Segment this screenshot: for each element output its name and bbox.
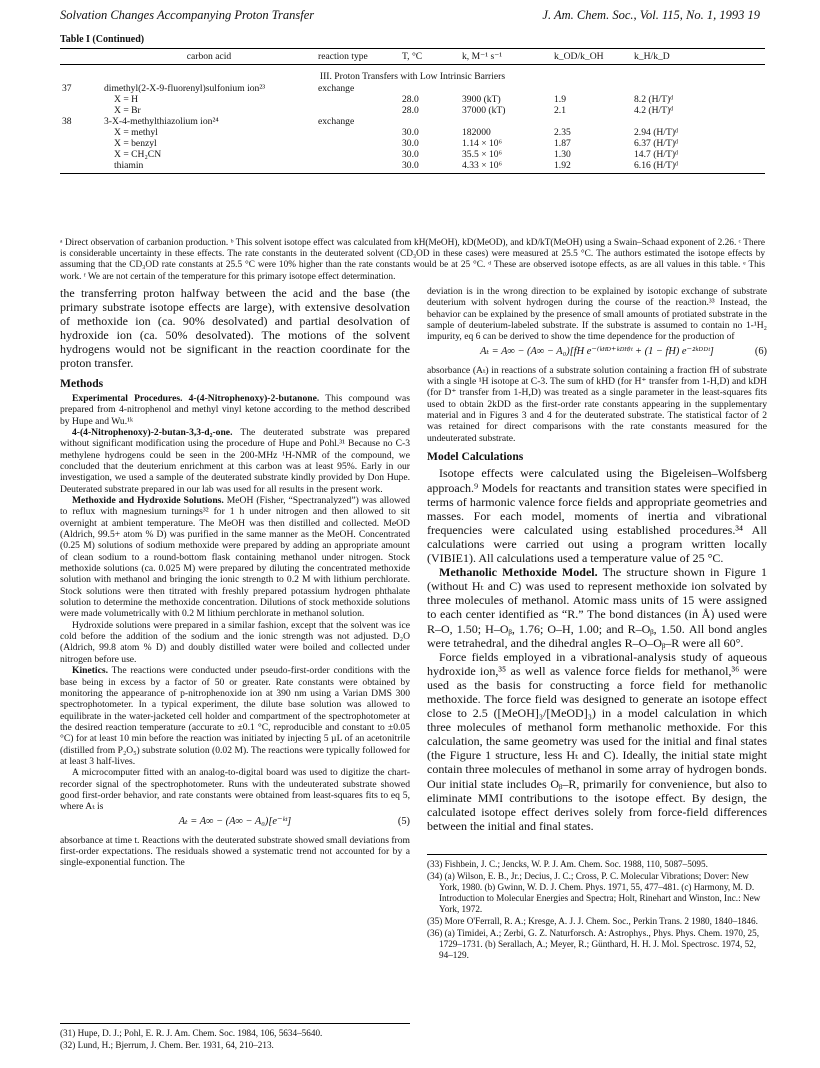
paragraph <box>60 427 410 495</box>
table-cell-kh: 6.37 (H/T)ᵈ <box>634 138 679 149</box>
table-cell-t <box>400 83 460 94</box>
table-cell-acid: X = H <box>114 94 139 105</box>
table-cell-type <box>316 127 400 138</box>
left-column <box>60 286 410 869</box>
table-cell-type <box>316 160 400 174</box>
reference-33: (33) Fishbein, J. C.; Jencks, W. P. J. Am. Chem. Soc. 1988, 110, 5087–5095. <box>427 859 708 869</box>
table-cell-t: 28.0 <box>402 94 419 105</box>
table-row <box>60 138 765 149</box>
equation-6 <box>427 346 767 362</box>
table-cell-k <box>460 83 552 94</box>
subheading: Kinetics. <box>72 665 108 677</box>
table-cell-kh: 14.7 (H/T)ᵈ <box>634 149 679 160</box>
table-cell-acid: X = benzyl <box>114 138 157 149</box>
table-row <box>60 116 765 127</box>
table-cell-ratio: 2.35 <box>554 127 571 138</box>
reference-32: (32) Lund, H.; Bjerrum, J. Chem. Ber. 1931, 64, 210–213. <box>60 1040 274 1050</box>
table-cell-ratio: 1.9 <box>554 94 566 105</box>
table-cell-ratio: 1.87 <box>554 138 571 149</box>
table-cell-k: 35.5 × 10⁶ <box>462 149 502 160</box>
table-cell-t: 30.0 <box>402 127 419 138</box>
table-row <box>60 105 765 116</box>
table-cell-kh: 4.2 (H/T)ᵈ <box>634 105 674 116</box>
paragraph-text: This compound was prepared from 4-nitrophenol and methyl vinyl ketone according to the method described by Hupe and Wu.¹ᵏ <box>60 392 410 427</box>
model-calculations-heading: Model Calculations <box>427 450 524 464</box>
paragraph: deviation is in the wrong direction to be explained by isotopic exchange of substrate deuterium with solvent hydrogen during the course of the reaction.³³ Instead, the behavior can be explained by the presence of small amounts of protiated substrate in the sample of deuterium-labeled substrate. If the substrate is assumed to contain no 1-¹H₂ impurity, eq 6 can be derived to show the time dependence for the production of <box>427 286 767 343</box>
table-cell-t: 28.0 <box>402 105 419 116</box>
table-cell-k: 1.14 × 10⁶ <box>462 138 502 149</box>
table-cell-kh: 8.2 (H/T)ᵈ <box>634 94 674 105</box>
table-cell-type: exchange <box>318 83 355 94</box>
table-row <box>60 127 765 138</box>
paragraph <box>60 393 410 427</box>
table-cell-ratio <box>552 83 632 94</box>
paragraph-text: MeOH (Fisher, “Spectranalyzed”) was allowed to reflux with magnesium turnings³² for 1 h under nitrogen and then allowed to sit overnight at ambient temperature. The MeOH was then distilled and collected. MeOD (Aldrich, 99.5+ atom % D) was purified in the same manner as the MeOH. Concentrated (0.25 M) solutions of sodium methoxide were prepared by adding an appropriate amount of clean sodium to a round-bottom flask containing methanol under nitrogen. Stock methoxide solutions (ca. 0.025 M) were prepared by diluting the concentrated methoxide solution with methanol and bringing the ionic strength to 0.2 M with lithium perchlorate. Stock solutions were then titrated with freshly prepared potassium hydrogen phthalate solution to determine the methoxide concentration. Dilutions of stock methoxide solutions were made volumetrically with 0.2 M lithium perchlorate in methanol solution. <box>60 495 410 620</box>
paragraph: Force fields employed in a vibrational-analysis study of aqueous hydroxide ion,³⁵ as well as valence force fields for methanol,³⁶ were used as the basis for constructing a force field for methanolic methoxide. The force field was designed to generate an isotope effect close to 2.5 ([MeOH]₃/[MeOD]₃) in a model calculation in which three molecules of methanol form methanolic methoxide. For this calculation, the same geometry was used for the initial and final states (the Figure 1 structure, less Hₜ and C). Ideally, the initial state might contain three molecules of methanol in some array of hydrogen bonds. Our initial state includes Oᵦ–R, primarily for convenience, but also to eliminate MMI contributions to the isotope effect. By design, the calculated isotope effect derives solely from force-field differences between the initial and final states. <box>427 649 767 833</box>
running-header <box>60 8 760 26</box>
table-cell-no <box>60 138 102 149</box>
col-kh-kd: k_H/k_D <box>632 49 765 65</box>
paragraph: Hydroxide solutions were prepared in a similar fashion, except that the solvent was ice cold before the addition of the sodium and the ionic strength was not adjusted. D₂O (Aldrich, 99.8 atom % D) and doubly distilled water were boiled and collected under nitrogen before use. <box>60 619 410 665</box>
table-cell-type <box>316 149 400 160</box>
methods-heading: Methods <box>60 376 104 390</box>
paragraph <box>60 665 410 767</box>
table-cell-type: exchange <box>318 116 355 127</box>
col-carbon-acid: carbon acid <box>102 49 316 65</box>
table-cell-k: 182000 <box>462 127 491 138</box>
table-cell-k <box>460 116 552 127</box>
col-kod-koh: k_OD/k_OH <box>552 49 632 65</box>
reference-31: (31) Hupe, D. J.; Pohl, E. R. J. Am. Chem. Soc. 1984, 106, 5634–5640. <box>60 1028 323 1038</box>
table-section-row <box>60 65 765 84</box>
table-row <box>60 149 765 160</box>
table-cell-t: 30.0 <box>402 149 419 160</box>
subheading: 4-(4-Nitrophenoxy)-2-butan-3,3-d₂-one. <box>72 426 233 438</box>
reference-35: (35) More O'Ferrall, R. A.; Kresge, A. J. J. Chem. Soc., Perkin Trans. 2 1980, 1840–1846. <box>427 916 758 926</box>
reference-34: (34) (a) Wilson, E. B., Jr.; Decius, J. C.; Cross, P. C. Molecular Vibrations; Dover: New York, 1980. (b) Gwinn, W. D. J. Chem. Phys. 1971, 55, 477–481. (c) Harmony, M. D. Introduction to Molecular Energies and Spectra; Holt, Rinehart and Winston, Inc.: New York, 1972. <box>427 871 761 914</box>
table-cell-acid: X = methyl <box>114 127 158 138</box>
table-cell-type <box>316 94 400 105</box>
table-cell-t: 30.0 <box>400 160 460 174</box>
table-cell-no <box>60 127 102 138</box>
table-row <box>60 83 765 94</box>
col-no <box>60 49 102 65</box>
table-cell-kh: 6.16 (H/T)ᵈ <box>632 160 765 174</box>
table-cell-no <box>60 149 102 160</box>
left-references <box>60 1023 410 1052</box>
table-cell-ratio: 1.92 <box>552 160 632 174</box>
paragraph: absorbance at time t. Reactions with the deuterated substrate showed small deviations from first-order expectations. The residuals showed a systematic trend not accounted for by a single-exponential function. The <box>60 834 410 869</box>
table-cell-no <box>60 105 102 116</box>
table-cell-kh: 2.94 (H/T)ᵈ <box>634 127 679 138</box>
table-cell-acid: dimethyl(2-X-9-fluorenyl)sulfonium ion²³ <box>104 83 266 94</box>
journal-citation: J. Am. Chem. Soc., Vol. 115, No. 1, 1993 19 <box>542 8 760 22</box>
reference-36: (36) (a) Timidei, A.; Zerbi, G. Z. Naturforsch. A: Astrophys., Phys. Phys. Chem. 1970, 25, 1729–1731. (b) Serallach, A.; Meyer, R.; Günthard, H. H. J. Mol. Spectrosc. 1974, 52, 94–129. <box>427 928 760 960</box>
table-cell-no <box>60 94 102 105</box>
table-footnotes: ᵃ Direct observation of carbanion production. ᵇ This solvent isotope effect was calculated from kH(MeOH), kD(MeOD), and kD/kT(MeOH) using a Swain–Schaad exponent of 2.26. ᶜ There is considerable uncertainty in these effects. The rate constants in the deuterated solvent (CD₃OD in these cases) were measured at 25.5 °C. The authors estimated the isotope effects by assuming that the CD₃OD rate constants at 25.5 °C were 10% higher than the rate constants would be at 25 °C. ᵈ These are observed isotope effects, as are all values in this table. ᵉ This work. ᶠ We are not certain of the temperature for this primary isotope effect determination. <box>60 238 765 282</box>
equation-5 <box>60 816 410 832</box>
table-cell-t <box>400 116 460 127</box>
intro-paragraph: the transferring proton halfway between the acid and the base (the primary substrate isotope effects are large), with extensive desolvation of methoxide ion (ca. 90% desolvated) and partial desolvation of hydroxide ion (ca. 50% desolvated). The motions of the solvent hydrogens would not be significant in the reaction coordinate for the proton transfer. <box>60 286 410 371</box>
table-cell-acid: thiamin <box>102 160 316 174</box>
table-cell-t: 30.0 <box>402 138 419 149</box>
subheading: Methoxide and Hydroxide Solutions. <box>72 495 224 506</box>
table-cell-acid: X = CH₂CN <box>114 149 162 160</box>
table-cell-ratio: 1.30 <box>554 149 571 160</box>
table-cell-no: 37 <box>62 83 72 94</box>
table-row <box>60 94 765 105</box>
right-references <box>427 854 767 962</box>
table-cell-k: 37000 (kT) <box>462 105 506 116</box>
subheading: Experimental Procedures. 4-(4-Nitrophenoxy)-2-butanone. <box>72 392 320 404</box>
table-cell-no: 38 <box>62 116 72 127</box>
table-cell-acid: 3-X-4-methylthiazolium ion²⁴ <box>104 116 219 127</box>
table-header-row <box>60 49 765 65</box>
table-cell-acid: X = Br <box>114 105 141 116</box>
table-cell-ratio: 2.1 <box>554 105 566 116</box>
equation-text: Aₜ = A∞ − (A∞ − A₀)[e⁻ᵏᵗ] <box>178 815 292 827</box>
table-section-title: III. Proton Transfers with Low Intrinsic Barriers <box>319 71 506 82</box>
col-temperature: T, °C <box>400 49 460 65</box>
equation-number: (6) <box>754 345 767 357</box>
paragraph: absorbance (Aₜ) in reactions of a substrate solution containing a fraction fH of substrate with a single ¹H isotope at C-3. The sum of kHD (for H⁺ transfer from 1-H,D) and kDH (for D⁺ transfer from 1-H,D) was treated as a single parameter in the least-squares fits used to obtain 2kDD as the first-order rate constants appearing in the supplementary material and in Figures 3 and 4 for the deuterated substrate. The statistical factor of 2 was retained for direct comparisons with the rate constants measured for the undeuterated substrate. <box>427 364 767 444</box>
paragraph <box>60 495 410 620</box>
equation-number: (5) <box>397 815 410 827</box>
table-cell-type <box>316 138 400 149</box>
table-caption: Table I (Continued) <box>60 34 145 45</box>
table-cell-no <box>60 160 102 174</box>
data-table <box>60 48 765 174</box>
table-cell-type <box>316 105 400 116</box>
running-title: Solvation Changes Accompanying Proton Transfer <box>60 8 315 22</box>
table-cell-kh <box>632 83 765 94</box>
equation-text: Aₜ = A∞ − (A∞ − A₀)[fH e⁻⁽ᵏᴴᴰ⁺ᵏᴰᴴ⁾ᵗ + (1 − fH) e⁻²ᵏᴰᴰᵗ] <box>480 345 714 357</box>
table-cell-kh <box>632 116 765 127</box>
table-cell-k: 4.33 × 10⁶ <box>460 160 552 174</box>
table-row <box>60 160 765 174</box>
paragraph-text: The deuterated substrate was prepared without significant modification using the procedure of Hupe and Pohl.³¹ Because no C-3 methylene hydrogens could be seen in the 200-MHz ¹H-NMR of the compound, we concluded that the deuterium enrichment at this carbon was at least 95%. Early in our investigation, we used a sample of the deuterated substrate kindly provided by Don Hupe. Deuterated substrate prepared in our lab was used for all results in the present work. <box>60 426 410 495</box>
paragraph-text: The reactions were conducted under pseudo-first-order conditions with the base being in excess by a factor of 50 or greater. Rate constants were obtained by monitoring the appearance of p-nitrophenoxide ion at 390 nm using a Varian DMS 300 spectrophotometer. In a typical experiment, the dilute base solution was allowed to equilibrate in the water-jacketed cell holder and compartment of the spectrophotometer at the desired reaction temperature (accurate to ±0.1 °C, reproducible and constant to ±0.05 °C) for at least 10 min before the reaction was initiated by injecting 5 µL of an acetonitrile (distilled from P₂O₅) substrate solution (0.02 M). The reactions were typically followed for at least 3 half-lives. <box>60 665 410 767</box>
subheading: Methanolic Methoxide Model. <box>439 565 598 580</box>
paragraph: Isotope effects were calculated using the Bigeleisen–Wolfsberg approach.⁹ Models for reactants and transition states were specified in terms of harmonic valence force fields and appropriate geometries and masses. For each model, moments of inertia and vibrational frequencies were calculated using established procedures.³⁴ All calculations were carried out using a program written locally (VIBIE1). All calculations used a temperature value of 25 °C. <box>427 466 767 566</box>
table-cell-k: 3900 (kT) <box>462 94 501 105</box>
right-column <box>427 286 767 833</box>
paragraph: A microcomputer fitted with an analog-to-digital board was used to digitize the chart-recorder signal of the spectrophotometer. Runs with the undeuterated substrate showed good first-order behavior, and rate constants were obtained from least-squares fits to eq 5, where Aₜ is <box>60 767 410 813</box>
paragraph-text: The structure shown in Figure 1 (without Hₜ and C) was used to represent methoxide ion solvated by three molecules of methanol. Atomic mass units of 15 were assigned to each center identified as “R.” The bond distances (in Å) used were R–O, 1.50; H–Oᵦ, 1.76; O–H, 1.00; and R–Oᵦ, 1.50. All bond angles were tetrahedral, and the dihedral angles R–O–Oᵦ–R were all 60°. <box>427 565 767 650</box>
col-rate: k, M⁻¹ s⁻¹ <box>460 49 552 65</box>
table-cell-ratio <box>552 116 632 127</box>
col-reaction-type: reaction type <box>316 49 400 65</box>
paragraph <box>427 565 767 650</box>
